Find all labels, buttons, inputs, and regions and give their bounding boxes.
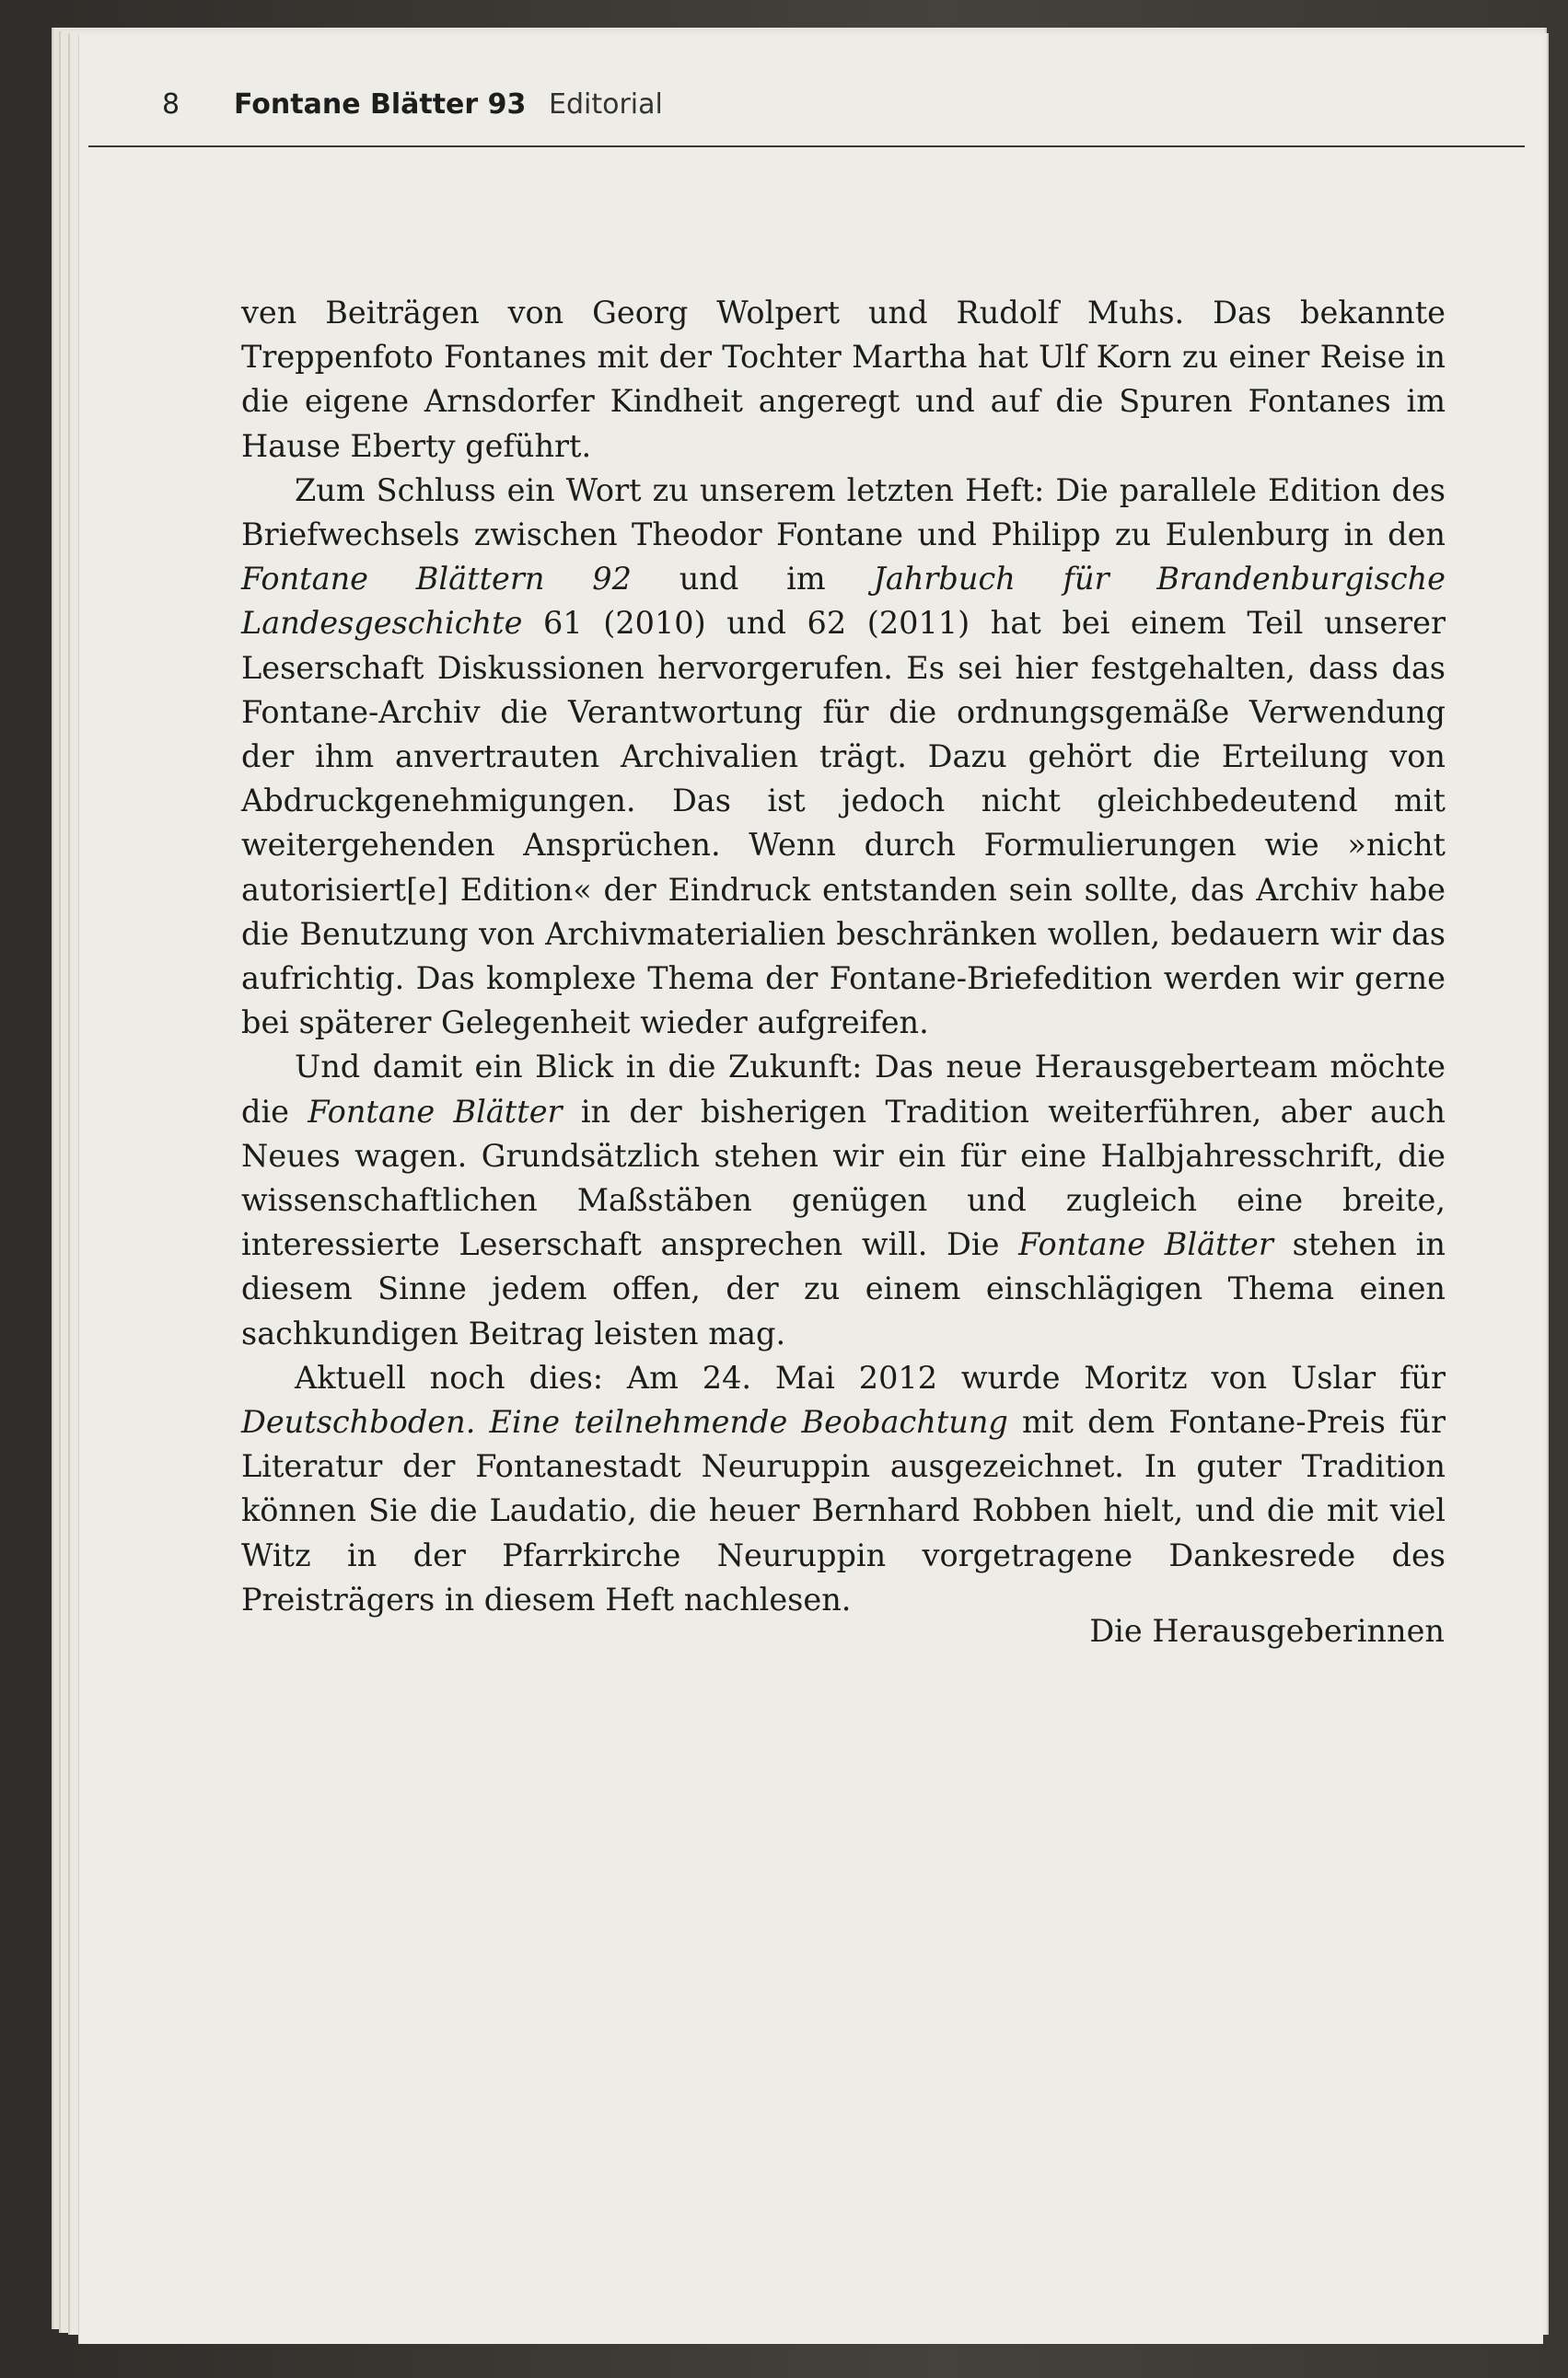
text-run: und im bbox=[631, 561, 874, 597]
text-run: in der bisherigen Tradition weiterführen, aber auch Neues wagen. Grundsätzlich stehen wir ein für eine Halbjahresschrift, die wissenschaftlichen Maßstäben genügen und zugleich eine breite, interessierte Leserschaft ansprechen will. Die bbox=[241, 1093, 1446, 1263]
italic-title: Fontane Blättern 92 bbox=[241, 561, 632, 597]
signature: Die Herausgeberinnen bbox=[1089, 1613, 1445, 1649]
running-header bbox=[88, 52, 1525, 162]
text-run: ven Beiträgen von Georg Wolpert und Rudolf Muhs. Das bekannte Treppenfoto Fontanes mit der Tochter Martha hat Ulf Korn zu einer Reise in die eigene Arnsdorfer Kindheit angeregt und auf die Spuren Fontanes im Hause Eberty geführt. bbox=[241, 295, 1446, 464]
text-run: Aktuell noch dies: Am 24. Mai 2012 wurde Moritz von Uslar für bbox=[295, 1359, 1446, 1396]
page-number: 8 bbox=[162, 88, 180, 121]
italic-title: Fontane Blätter bbox=[308, 1093, 563, 1130]
header-rule bbox=[88, 145, 1525, 147]
italic-title: Fontane Blätter bbox=[1018, 1226, 1273, 1263]
paragraph bbox=[241, 1356, 1446, 1622]
paragraph bbox=[241, 1045, 1446, 1355]
paragraph bbox=[241, 469, 1446, 1046]
journal-title: Fontane Blätter 93 bbox=[234, 88, 527, 121]
text-run: Und damit ein Blick in die Zukunft: Das neue Herausgeberteam möchte die bbox=[241, 1049, 1446, 1130]
italic-title: Jahrbuch für Brandenburgische Landesgeschichte bbox=[241, 561, 1446, 642]
italic-title: Deutschboden. Eine teilnehmende Beobachtung bbox=[241, 1404, 1008, 1441]
text-run: Zum Schluss ein Wort zu unserem letzten Heft: Die parallele Edition des Briefwechsels zwischen Theodor Fontane und Philipp zu Eulenburg in den bbox=[241, 471, 1446, 553]
text-run: 61 (2010) und 62 (2011) hat bei einem Teil unserer Leserschaft Diskussionen hervorgerufen. Es sei hier festgehalten, dass das Fontane-Archiv die Verantwortung für die ordnungsgemäße Verwendung der ihm anvertrauten Archivalien trägt. Dazu gehört die Erteilung von Abdruckgenehmigungen. Das ist jedoch nicht gleichbedeutend mit weitergehenden Ansprüchen. Wenn durch Formulierungen wie »nicht autorisiert[e] Edition« der Eindruck entstanden sein sollte, das Archiv habe die Benutzung von Archivmaterialien beschränken wollen, bedauern wir das aufrichtig. Das komplexe Thema der Fontane-Briefedition werden wir gerne bei späterer Gelegenheit wieder aufgreifen. bbox=[241, 605, 1446, 1041]
text-run: stehen in diesem Sinne jedem offen, der zu einem einschlägigen Thema einen sachkundigen Beitrag leisten mag. bbox=[241, 1226, 1446, 1351]
paragraph bbox=[241, 291, 1446, 469]
body-text bbox=[241, 291, 1446, 1622]
text-run: mit dem Fontane-Preis für Literatur der Fontanestadt Neuruppin ausgezeichnet. In guter Tradition können Sie die Laudatio, die heuer Bernhard Robben hielt, und die mit viel Witz in der Pfarrkirche Neuruppin vorgetragene Dankesrede des Preisträgers in diesem Heft nachlesen. bbox=[241, 1404, 1446, 1618]
section-name: Editorial bbox=[549, 88, 663, 121]
